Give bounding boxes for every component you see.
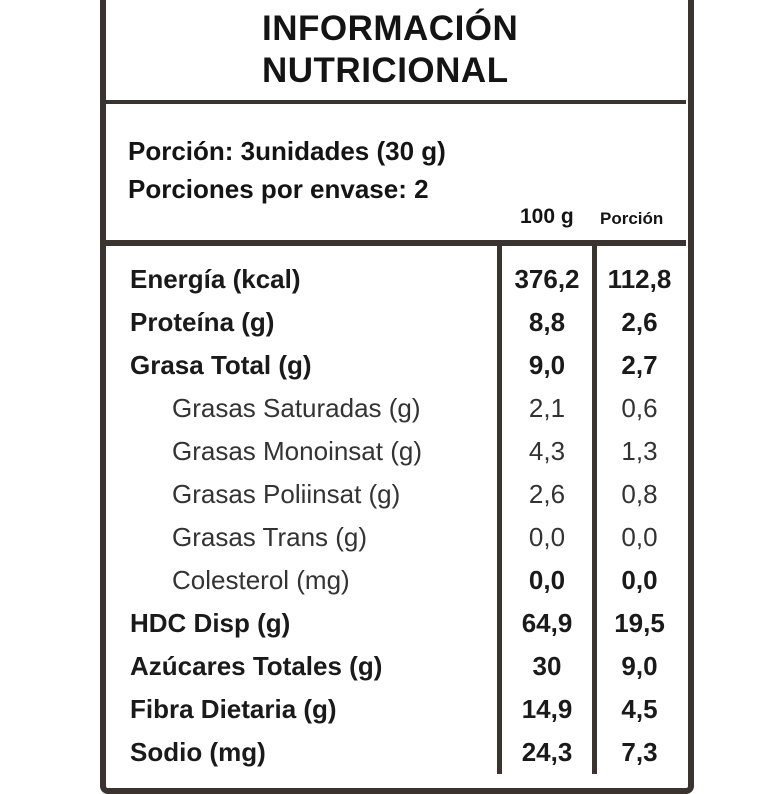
value-100g: 14,9: [521, 694, 573, 724]
nutrient-name: Energía (kcal): [130, 264, 301, 294]
table-row: [0, 344, 760, 387]
value-portion: 0,6: [621, 393, 658, 423]
value-100g: 2,6: [528, 479, 566, 509]
value-portion: 0,0: [621, 522, 658, 552]
table-row: [0, 387, 760, 430]
table-row: [0, 602, 760, 645]
nutrient-name: Grasas Monoinsat (g): [172, 436, 422, 466]
table-row: [0, 645, 760, 688]
table-row: [0, 688, 760, 731]
table-row: [0, 559, 760, 602]
serving-size: Porción: 3unidades (30 g): [128, 136, 446, 166]
value-portion: 7,3: [621, 737, 658, 767]
title-line-2: NUTRICIONAL: [262, 51, 509, 90]
value-100g: 2,1: [528, 393, 566, 423]
table-row: [0, 473, 760, 516]
value-portion: 1,3: [621, 436, 658, 466]
value-portion: 0,8: [621, 479, 658, 509]
value-portion: 19,5: [614, 608, 665, 638]
value-100g: 30: [532, 651, 562, 681]
table-row: [0, 301, 760, 344]
label-title: [262, 8, 562, 92]
column-header-100g: 100 g: [520, 205, 574, 228]
column-header-portion: Porción: [600, 209, 664, 228]
value-100g: 9,0: [528, 350, 566, 380]
value-100g: 8,8: [528, 307, 566, 337]
nutrient-name: Proteína (g): [130, 307, 275, 337]
header-divider: [104, 240, 686, 246]
table-row: [0, 731, 760, 774]
title-line-1: INFORMACIÓN: [262, 9, 519, 48]
nutrient-name: Fibra Dietaria (g): [130, 694, 337, 724]
nutrient-name: Colesterol (mg): [172, 565, 350, 595]
nutrient-name: Grasas Saturadas (g): [172, 393, 421, 423]
nutrient-name: Grasas Poliinsat (g): [172, 479, 401, 509]
servings-per-container: Porciones por envase: 2: [128, 174, 429, 204]
table-row: [0, 516, 760, 559]
nutrient-name: Grasa Total (g): [130, 350, 312, 380]
value-portion: 4,5: [621, 694, 658, 724]
table-row: [0, 258, 760, 301]
nutrient-name: Azúcares Totales (g): [130, 651, 383, 681]
value-100g: 0,0: [528, 565, 566, 595]
value-100g: 64,9: [521, 608, 573, 638]
value-100g: 376,2: [514, 264, 580, 294]
nutrient-name: HDC Disp (g): [130, 608, 291, 638]
value-100g: 4,3: [528, 436, 566, 466]
nutrient-name: Grasas Trans (g): [172, 522, 368, 552]
nutrient-name: Sodio (mg): [130, 737, 266, 767]
value-portion: 0,0: [621, 565, 658, 595]
title-divider: [104, 100, 686, 104]
value-portion: 2,6: [621, 307, 658, 337]
value-portion: 9,0: [621, 651, 658, 681]
value-portion: 112,8: [607, 264, 672, 294]
value-100g: 24,3: [521, 737, 573, 767]
table-row: [0, 430, 760, 473]
value-100g: 0,0: [528, 522, 566, 552]
value-portion: 2,7: [621, 350, 658, 380]
